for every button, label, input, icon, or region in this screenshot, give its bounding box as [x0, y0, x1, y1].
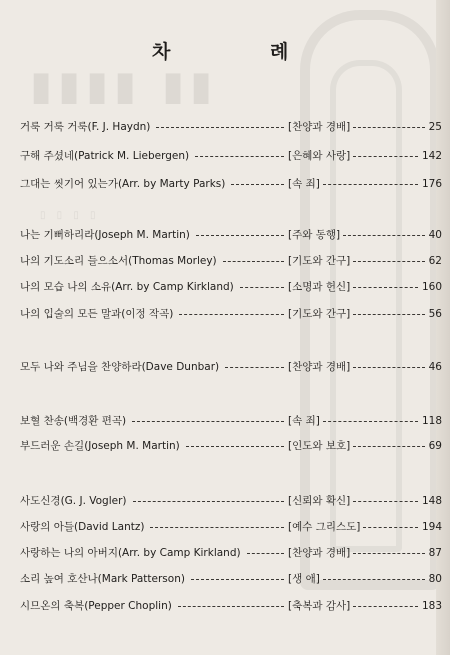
- leader-dashes: [363, 527, 418, 528]
- toc-page-number: 160: [421, 281, 442, 293]
- leader-dashes: [186, 446, 284, 447]
- toc-title: 나는 기뻐하리라(Joseph M. Martin): [20, 229, 190, 241]
- toc-title: 나의 모습 나의 소유(Arr. by Camp Kirkland): [20, 281, 234, 293]
- toc-page-number: 183: [421, 600, 442, 612]
- leader-dashes: [323, 579, 425, 580]
- leader-dashes: [247, 553, 284, 554]
- toc-page-number: 194: [421, 521, 442, 533]
- toc-page-number: 148: [421, 495, 442, 507]
- toc-page-number: 46: [428, 361, 442, 373]
- leader-dashes: [178, 606, 284, 607]
- leader-dashes: [323, 184, 418, 185]
- toc-row: [20, 492, 442, 510]
- toc-category: [찬양과 경배]: [288, 547, 351, 559]
- toc-row: [20, 147, 442, 165]
- leader-dashes: [353, 287, 418, 288]
- toc-category: [소명과 헌신]: [288, 281, 351, 293]
- leader-dashes: [133, 501, 284, 502]
- toc-title: 부드러운 손길(Joseph M. Martin): [20, 440, 180, 452]
- toc-title: 소리 높여 호산나(Mark Patterson): [20, 573, 185, 585]
- leader-dashes: [343, 235, 425, 236]
- toc-title: 보혈 찬송(백경환 편곡): [20, 415, 127, 427]
- toc-title: 나의 입술의 모든 말과(이정 작곡): [20, 308, 174, 320]
- leader-dashes: [231, 184, 284, 185]
- toc-title: 구해 주셨네(Patrick M. Liebergen): [20, 150, 190, 162]
- leader-dashes: [353, 314, 425, 315]
- toc-category: [속 죄]: [288, 415, 320, 427]
- toc-title: 거룩 거룩 거룩(F. J. Haydn): [20, 121, 151, 133]
- toc-category: [예수 그리스도]: [288, 521, 361, 533]
- bleed-through-cover-text: ▮▮▮▮ ▮▮: [30, 62, 218, 109]
- toc-category: [기도와 간구]: [288, 308, 351, 320]
- toc-row: [20, 226, 442, 244]
- toc-category: [찬양과 경배]: [288, 361, 351, 373]
- toc-page-number: 87: [428, 547, 442, 559]
- toc-row: [20, 544, 442, 562]
- toc-category: [신뢰와 확신]: [288, 495, 351, 507]
- toc-title: 시므온의 축복(Pepper Choplin): [20, 600, 172, 612]
- toc-row: [20, 412, 442, 430]
- leader-dashes: [353, 261, 425, 262]
- toc-page-number: 62: [428, 255, 442, 267]
- toc-category: [주와 동행]: [288, 229, 341, 241]
- toc-page-number: 176: [421, 178, 442, 190]
- leader-dashes: [223, 261, 284, 262]
- leader-dashes: [132, 421, 284, 422]
- toc-row: [20, 175, 442, 193]
- toc-title: 사랑의 아들(David Lantz): [20, 521, 145, 533]
- toc-row: [20, 118, 442, 136]
- toc-row: [20, 278, 442, 296]
- toc-row: [20, 358, 442, 376]
- toc-row: [20, 570, 442, 588]
- leader-dashes: [353, 446, 425, 447]
- leader-dashes: [150, 527, 284, 528]
- toc-title: 사랑하는 나의 아버지(Arr. by Camp Kirkland): [20, 547, 241, 559]
- leader-dashes: [353, 553, 425, 554]
- leader-dashes: [196, 235, 284, 236]
- toc-title: 모두 나와 주님을 찬양하라(Dave Dunbar): [20, 361, 220, 373]
- toc-title: 사도신경(G. J. Vogler): [20, 495, 127, 507]
- toc-page-number: 40: [428, 229, 442, 241]
- toc-row: [20, 437, 442, 455]
- toc-title: 그대는 씻기어 있는가(Arr. by Marty Parks): [20, 178, 226, 190]
- leader-dashes: [353, 367, 425, 368]
- leader-dashes: [353, 606, 418, 607]
- page-title-right: 례: [270, 41, 289, 63]
- toc-category: [은혜와 사랑]: [288, 150, 351, 162]
- leader-dashes: [225, 367, 284, 368]
- page-title-left: 차: [152, 41, 171, 63]
- toc-page-number: 56: [428, 308, 442, 320]
- toc-category: [인도와 보호]: [288, 440, 351, 452]
- toc-row: [20, 597, 442, 615]
- leader-dashes: [240, 287, 284, 288]
- toc-category: [기도와 간구]: [288, 255, 351, 267]
- leader-dashes: [156, 127, 284, 128]
- leader-dashes: [179, 314, 284, 315]
- toc-row: [20, 305, 442, 323]
- toc-category: [축복과 감사]: [288, 600, 351, 612]
- leader-dashes: [353, 156, 418, 157]
- toc-page-number: 69: [428, 440, 442, 452]
- leader-dashes: [353, 501, 418, 502]
- toc-category: [생 애]: [288, 573, 320, 585]
- toc-page-number: 118: [421, 415, 442, 427]
- toc-title: 나의 기도소리 들으소서(Thomas Morley): [20, 255, 217, 267]
- toc-category: [찬양과 경배]: [288, 121, 351, 133]
- leader-dashes: [195, 156, 284, 157]
- toc-category: [속 죄]: [288, 178, 320, 190]
- toc-row: [20, 252, 442, 270]
- toc-page-number: 142: [421, 150, 442, 162]
- toc-row: [20, 518, 442, 536]
- toc-page-number: 25: [428, 121, 442, 133]
- leader-dashes: [323, 421, 418, 422]
- toc-page-number: 80: [428, 573, 442, 585]
- leader-dashes: [191, 579, 284, 580]
- bleed-through-small-text: ▯ ▯ ▯ ▯: [40, 210, 100, 221]
- leader-dashes: [353, 127, 425, 128]
